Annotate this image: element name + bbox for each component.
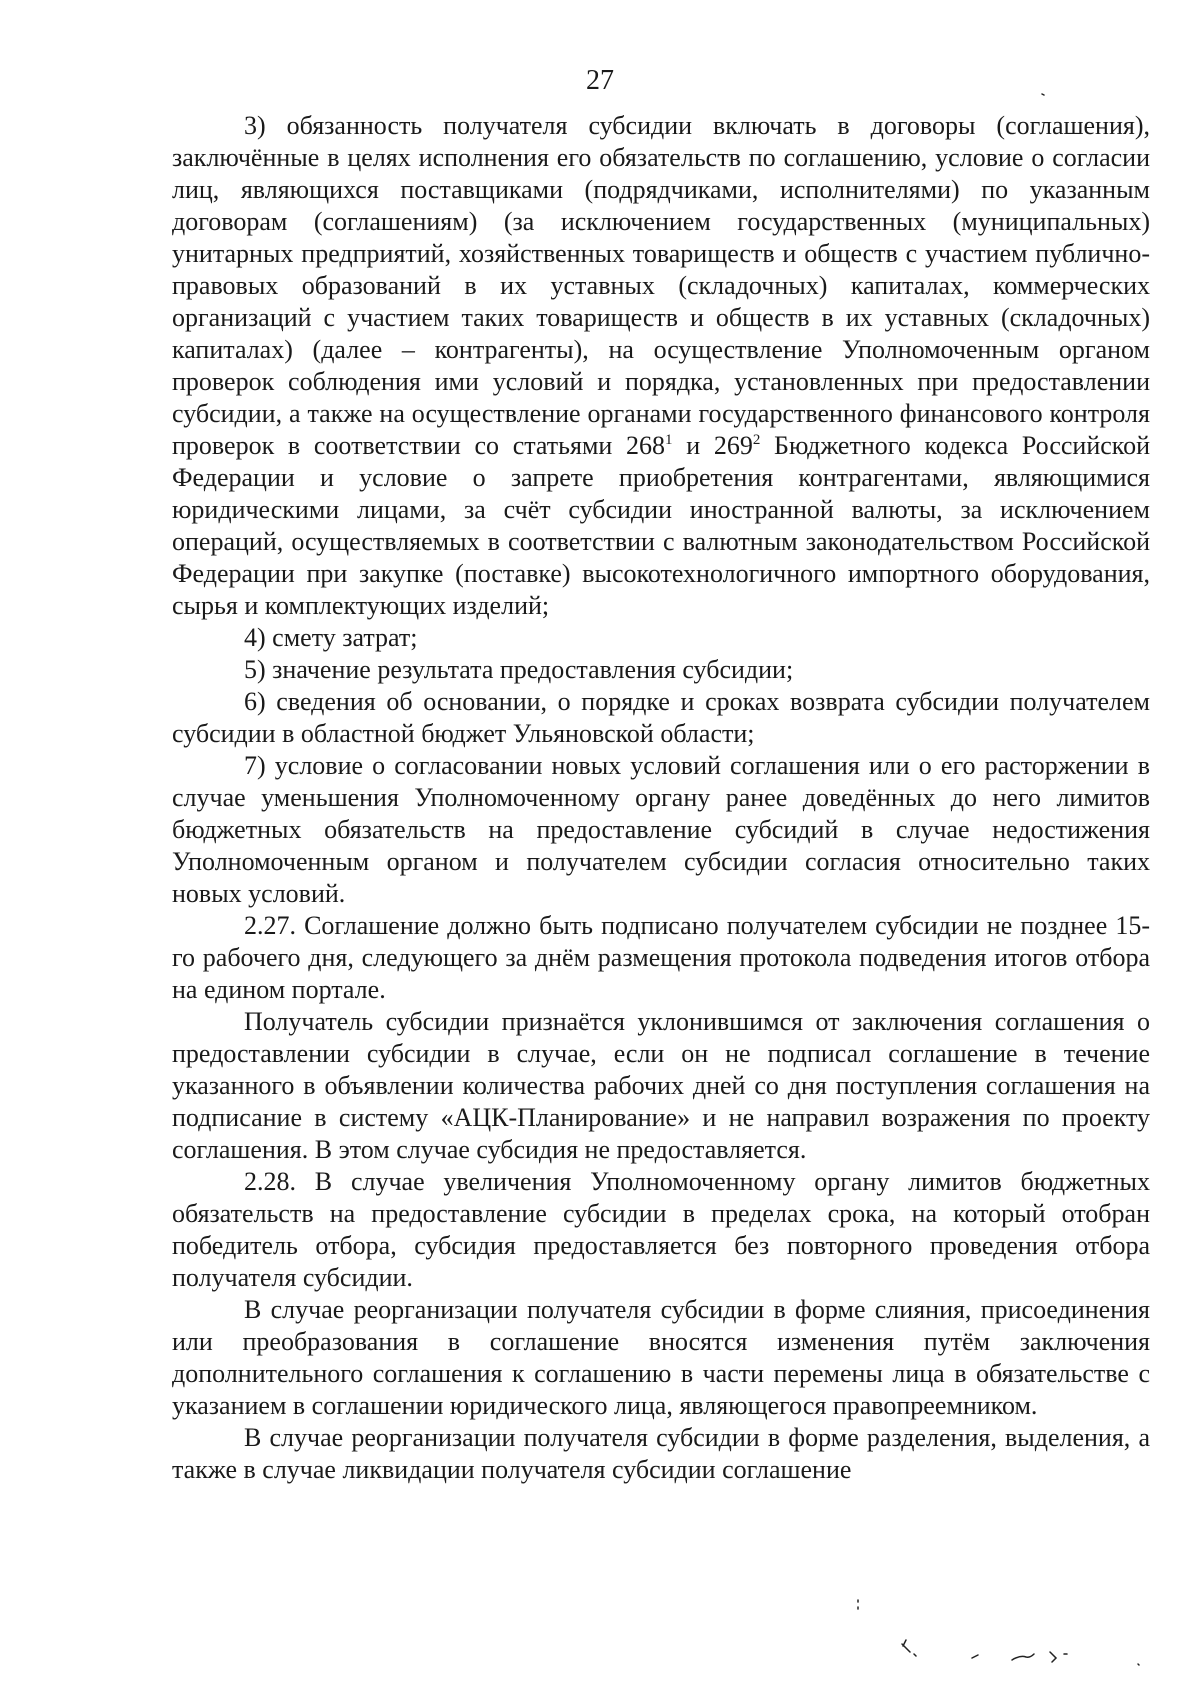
paragraph-text: 3) обязанность получателя субсидии включать в договоры (соглашения), заключённые в целях исполнения его обязательств по соглашению, условие о согласии лиц, являющихся поставщиками (подрядчиками, исполнителями) по указанным договорам (соглашениям) (за исключением государственных (муниципальных) унитарных предприятий, хозяйственных товариществ и обществ с участием публично-правовых образований в их уставных (складочных) капиталах, коммерческих организаций с участием таких товариществ и обществ в их уставных (складочных) капиталах) (далее – контрагенты), на осуществление Уполномоченным органом проверок соблюдения ими условий и порядка, установленных при предоставлении субсидии, а также на осуществление органами государственного финансового контроля проверок в соответствии со статьями 268: [172, 111, 1150, 460]
paragraph-2-28: 2.28. В случае увеличения Уполномоченному органу лимитов бюджетных обязательств на предоставление субсидии в пределах срока, на который отобран победитель отбора, субсидия предоставляется без повторного проведения отбора получателя субсидии.: [172, 1167, 1150, 1292]
paragraph-item-4: 4) смету затрат;: [244, 623, 418, 652]
paragraph-item-6: 6) сведения об основании, о порядке и сроках возврата субсидии получателем субсидии в областной бюджет Ульяновской области;: [172, 687, 1150, 748]
paragraph-2-27: 2.27. Соглашение должно быть подписано получателем субсидии не позднее 15-го рабочего дня, следующего за днём размещения протокола подведения итогов отбора на едином портале.: [172, 911, 1150, 1004]
footnote-superscript: 2: [752, 432, 761, 448]
paragraph-division: В случае реорганизации получателя субсидии в форме разделения, выделения, а также в случае ликвидации получателя субсидии соглашение: [172, 1423, 1150, 1484]
paragraph-item-3: [172, 110, 1150, 622]
paragraph-item-7: 7) условие о согласовании новых условий соглашения или о его расторжении в случае уменьшения Уполномоченному органу ранее доведённых до него лимитов бюджетных обязательств на предоставление субсидий в случае недостижения Уполномоченным органом и получателем субсидии согласия относительно таких новых условий.: [172, 751, 1150, 908]
paragraph-text: Бюджетного кодекса Российской Федерации и условие о запрете приобретения контрагентами, являющимися юридическими лицами, за счёт субсидии иностранной валюты, за исключением операций, осуществляемых в соответствии с валютным законодательством Российской Федерации при закупке (поставке) высокотехнологичного импортного оборудования, сырья и комплектующих изделий;: [172, 431, 1151, 620]
paragraph-merger: В случае реорганизации получателя субсидии в форме слияния, присоединения или преобразования в соглашение вносятся изменения путём заключения дополнительного соглашения к соглашению в части перемены лица в обязательстве с указанием в соглашении юридического лица, являющегося правопреемником.: [172, 1295, 1150, 1420]
footnote-superscript: 1: [665, 432, 673, 448]
page-number: 27: [586, 65, 614, 96]
paragraph-evasion: Получатель субсидии признаётся уклонившимся от заключения соглашения о предоставлении субсидии в случае, если он не подписал соглашение в течение указанного в объявлении количества рабочих дней со дня поступления соглашения на подписание в систему «АЦК-Планирование» и не направил возражения по проекту соглашения. В этом случае субсидия не предоставляется.: [172, 1007, 1150, 1164]
paragraph-text: и 269: [672, 431, 753, 460]
document-body: [172, 110, 1150, 1486]
paragraph-item-5: 5) значение результата предоставления субсидии;: [244, 655, 794, 684]
